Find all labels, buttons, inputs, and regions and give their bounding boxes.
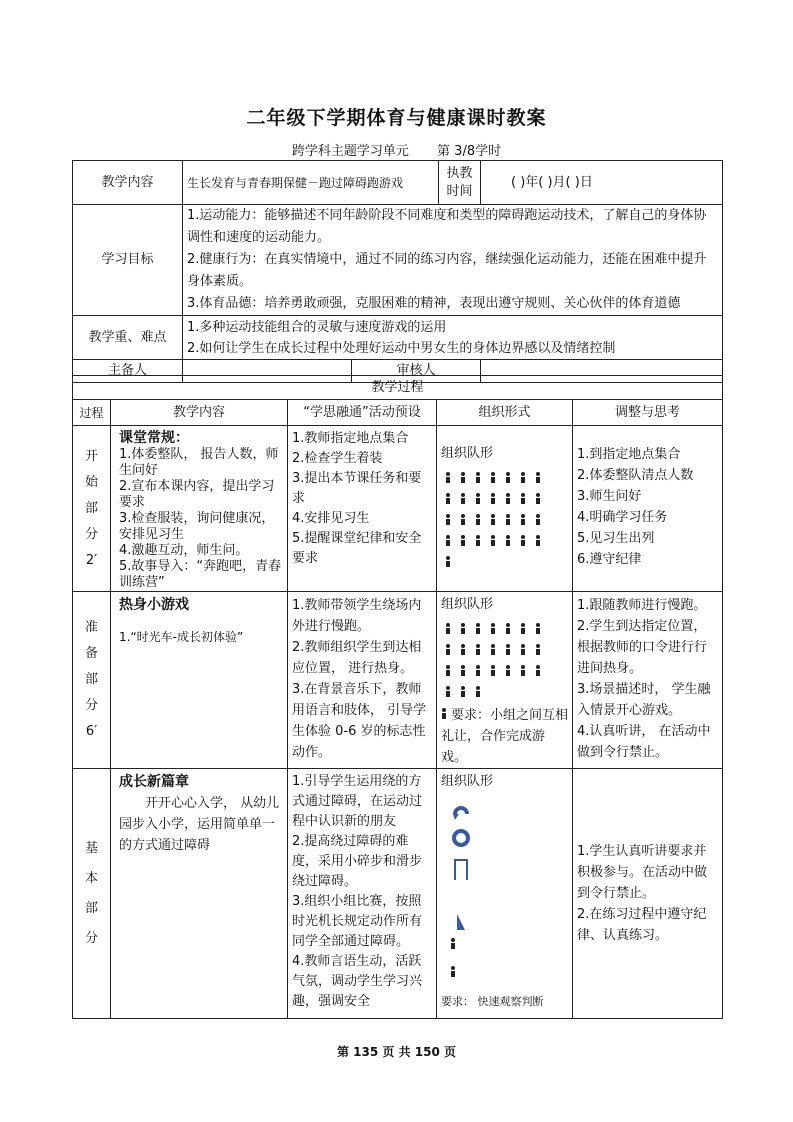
prep-adjust-item: 1.跟随教师进行慢跑。: [577, 598, 707, 613]
lesson-number: 第 3/8学时: [437, 144, 502, 159]
stage-start-char: 始: [84, 474, 98, 490]
start-content-item: 2.宣布本课内容，提出学习要求: [119, 479, 275, 510]
header-adjust: 调整与思考: [573, 400, 723, 426]
page-footer: 第 135 页 共 150 页: [337, 1045, 456, 1059]
student-icon: [535, 623, 541, 634]
subtitle: [0, 140, 793, 159]
student-icon: [475, 644, 481, 655]
goal-2: 2.健康行为：在真实情境中，通过不同的练习内容，继续强化运动能力，还能在困难中提升身体素质。: [187, 252, 707, 289]
student-icon: [505, 493, 511, 504]
student-icon: [475, 665, 481, 676]
student-icon: [460, 514, 466, 525]
basic-content-item: 开开心心入学， 从幼儿园步入小学，运用简单单一的方式通过障碍: [119, 796, 280, 853]
start-activity: 1.教师指定地点集合: [292, 431, 409, 446]
student-icon: [535, 644, 541, 655]
prep-org-label: 组织队形: [441, 597, 494, 612]
student-icon: [490, 472, 496, 483]
student-icon: [535, 665, 541, 676]
student-icon: [535, 472, 541, 483]
time-label: [439, 161, 481, 205]
preparer-label: 主备人: [73, 360, 183, 383]
cone-icon: [457, 914, 465, 930]
lesson-info-table: [72, 160, 723, 383]
student-icon: [490, 493, 496, 504]
time-label-1: 执教: [446, 165, 473, 181]
student-icon: [520, 644, 526, 655]
start-content-item: 5.故事导入：“奔跑吧，青春训练营”: [119, 559, 282, 590]
stage-prep-char: 分: [84, 698, 98, 713]
start-activity: 2.检查学生着装: [292, 451, 383, 466]
goal-1: 1.运动能力：能够描述不同年龄阶段不同难度和类型的障碍跑运动技术，了解自己的身体协调性和速度的运动能力。: [187, 208, 707, 245]
formation-row: [441, 621, 568, 642]
header-org: 组织形式: [437, 400, 573, 426]
prep-activity: 2.教师组织学生到达相应位置， 进行热身。: [292, 640, 422, 676]
stage-prep-char: 部: [84, 672, 98, 687]
prep-activities: [288, 592, 437, 769]
formation-row: [441, 512, 568, 533]
start-activity: 3.提出本节课任务和要求: [292, 471, 422, 506]
start-content: [111, 426, 288, 592]
prep-content-item: 1.“时光车-成长初体验”: [119, 630, 244, 644]
student-icon: [445, 493, 451, 504]
basic-formation-diagram: [441, 792, 568, 992]
student-icon: [460, 665, 466, 676]
start-adjust-item: 6.遵守纪律: [577, 552, 642, 567]
stage-basic-char: 分: [84, 930, 98, 946]
student-icon: [505, 665, 511, 676]
goals-cell: [183, 205, 723, 316]
start-activity: 4.安排见习生: [292, 511, 370, 526]
prep-content-title: 热身小游戏: [119, 597, 189, 613]
start-adjust: [573, 426, 723, 592]
start-adjust-item: 5.见习生出列: [577, 531, 655, 546]
student-icon: [490, 535, 496, 546]
prep-activity: 3.在背景音乐下，教师用语言和肢体， 引导学生体验 0-6 岁的标志性动作。: [292, 682, 427, 760]
goals-label: 学习目标: [73, 205, 183, 316]
student-icon: [445, 472, 451, 483]
start-activity: 5.提醒课堂纪律和安全要求: [292, 531, 422, 566]
basic-activities: [288, 769, 437, 1019]
keypoint-2: 2.如何让学生在成长过程中处理好运动中男女生的身体边界感以及情绪控制: [187, 340, 616, 356]
student-icon: [460, 472, 466, 483]
stage-start: [73, 426, 111, 592]
unit-label: 跨学科主题学习单元: [291, 144, 409, 159]
stage-prep-char: 准: [84, 620, 98, 635]
start-adjust-item: 2.体委整队清点人数: [577, 468, 694, 483]
prep-adjust-item: 3.场景描述时， 学生融入情景开心游戏。: [577, 682, 711, 718]
student-icon: [445, 623, 451, 634]
arrow-head-icon: [453, 814, 459, 820]
stage-basic-char: 本: [84, 870, 98, 886]
start-org-label: 组织队形: [441, 446, 494, 461]
goal-3: 3.体育品德：培养勇敢顽强，克服困难的精神，表现出遵守规则、关心伙伴的体育道德: [187, 296, 681, 311]
basic-content: [111, 769, 288, 1019]
prep-adjust: [573, 592, 723, 769]
stage-basic-char: 基: [84, 840, 98, 856]
keypoints-label: 教学重、难点: [73, 316, 183, 360]
stage-prep: [73, 592, 111, 769]
student-icon: [490, 514, 496, 525]
student-icon: [445, 644, 451, 655]
student-icon: [475, 686, 481, 697]
basic-activity: 4.教师言语生动，活跃气氛，调动学生学习兴趣，强调安全: [292, 954, 423, 1009]
formation-row: [441, 470, 568, 491]
student-icon: [505, 623, 511, 634]
teacher-icon: [441, 708, 447, 719]
keypoint-1: 1.多种运动技能组合的灵敏与速度游戏的运用: [187, 319, 447, 335]
basic-activity: 2.提高绕过障碍的难度，采用小碎步和滑步绕过障碍。: [292, 834, 423, 889]
student-icon: [520, 472, 526, 483]
content-label: 教学内容: [73, 161, 183, 205]
student-icon: [520, 514, 526, 525]
student-icon: [505, 535, 511, 546]
student-icon: [475, 535, 481, 546]
content-value: 生长发育与青春期保健－跑过障碍跑游戏: [183, 161, 439, 205]
student-icon: [505, 472, 511, 483]
formation-row: [441, 491, 568, 512]
start-content-item: 1.体委整队， 报告人数，师生问好: [119, 447, 279, 478]
prep-org: [437, 592, 573, 769]
basic-activity: 1.引导学生运用绕的方式通过障碍，在运动过程中认识新的朋友: [292, 774, 423, 829]
student-icon: [475, 623, 481, 634]
stage-start-char: 分: [84, 526, 98, 542]
student-icon: [490, 644, 496, 655]
header-content: 教学内容: [111, 400, 288, 426]
student-icon: [445, 686, 451, 697]
prep-adjust-item: 4.认真听讲， 在活动中做到令行禁止。: [577, 724, 711, 760]
formation-row: [441, 642, 568, 663]
student-icon: [445, 535, 451, 546]
start-adjust-item: 4.明确学习任务: [577, 510, 668, 525]
curve-arrow-icon: [455, 808, 467, 814]
student-icon: [451, 938, 455, 949]
teacher-icon: [445, 556, 451, 567]
stage-start-time: 2′: [85, 552, 98, 568]
basic-content-title: 成长新篇章: [119, 774, 189, 790]
reviewer-label: 审核人: [396, 363, 436, 378]
student-icon: [460, 644, 466, 655]
basic-org: [437, 769, 573, 1019]
student-icon: [520, 535, 526, 546]
start-activities: [288, 426, 437, 592]
prep-org-note: 要求：小组之间互相礼让，合作完成游戏。: [441, 708, 569, 765]
teacher-row: [441, 554, 568, 575]
student-icon: [520, 493, 526, 504]
student-icon: [460, 686, 466, 697]
student-icon: [451, 966, 455, 977]
basic-adjust-item: 2.在练习过程中遵守纪律、认真练习。: [577, 907, 707, 943]
start-adjust-item: 3.师生问好: [577, 489, 642, 504]
stage-start-char: 部: [84, 500, 98, 516]
start-content-item: 4.激趣互动，师生问。: [119, 543, 249, 558]
student-icon: [505, 514, 511, 525]
student-icon: [460, 535, 466, 546]
start-org: [437, 426, 573, 592]
basic-adjust-item: 1.学生认真听讲要求并积极参与。在活动中做到令行禁止。: [577, 844, 708, 901]
stage-basic-char: 部: [84, 900, 98, 916]
prep-adjust-item: 2.学生到达指定位置，根据教师的口令进行行进间热身。: [577, 619, 708, 676]
time-label-2: 时间: [446, 183, 473, 199]
prep-content: [111, 592, 288, 769]
student-icon: [445, 665, 451, 676]
basic-activity: 3.组织小组比赛，按照时光机长规定动作所有同学全部通过障碍。: [292, 894, 423, 949]
student-icon: [475, 472, 481, 483]
student-icon: [460, 493, 466, 504]
formation-row: [441, 533, 568, 554]
student-icon: [445, 514, 451, 525]
student-icon: [520, 623, 526, 634]
prep-activity: 1.教师带领学生绕场内外进行慢跑。: [292, 598, 422, 634]
basic-org-note: 要求： 快速观察判断: [441, 995, 544, 1008]
formation-row: [441, 663, 568, 684]
student-icon: [490, 623, 496, 634]
student-icon: [520, 665, 526, 676]
student-icon: [535, 493, 541, 504]
student-icon: [505, 644, 511, 655]
stage-prep-char: 备: [84, 646, 98, 661]
student-icon: [475, 493, 481, 504]
student-icon: [475, 514, 481, 525]
keypoints-cell: [183, 316, 723, 360]
header-activity: “学思融通”活动预设: [288, 400, 437, 426]
ring-icon: [454, 831, 468, 845]
stage-basic: [73, 769, 111, 1019]
start-content-item: 3.检查服装，询问健康况，安排见习生: [119, 511, 275, 542]
start-content-title: 课堂常规：: [119, 430, 189, 446]
page-title: 二年级下学期体育与健康课时教案: [246, 107, 547, 129]
hurdle-icon: [455, 860, 467, 880]
process-title: 教学过程: [73, 376, 723, 400]
student-icon: [460, 623, 466, 634]
student-icon: [535, 514, 541, 525]
time-value: ( )年( )月( )日: [481, 161, 723, 205]
obstacle-diagram: [441, 792, 567, 992]
basic-org-label: 组织队形: [441, 774, 494, 789]
stage-prep-time: 6′: [85, 724, 98, 739]
formation-row: [441, 684, 568, 705]
process-table: [72, 375, 723, 1019]
basic-adjust: [573, 769, 723, 1019]
header-stage: 过程: [73, 400, 111, 426]
student-icon: [490, 665, 496, 676]
stage-start-char: 开: [84, 448, 98, 464]
start-adjust-item: 1.到指定地点集合: [577, 447, 681, 462]
student-icon: [535, 535, 541, 546]
